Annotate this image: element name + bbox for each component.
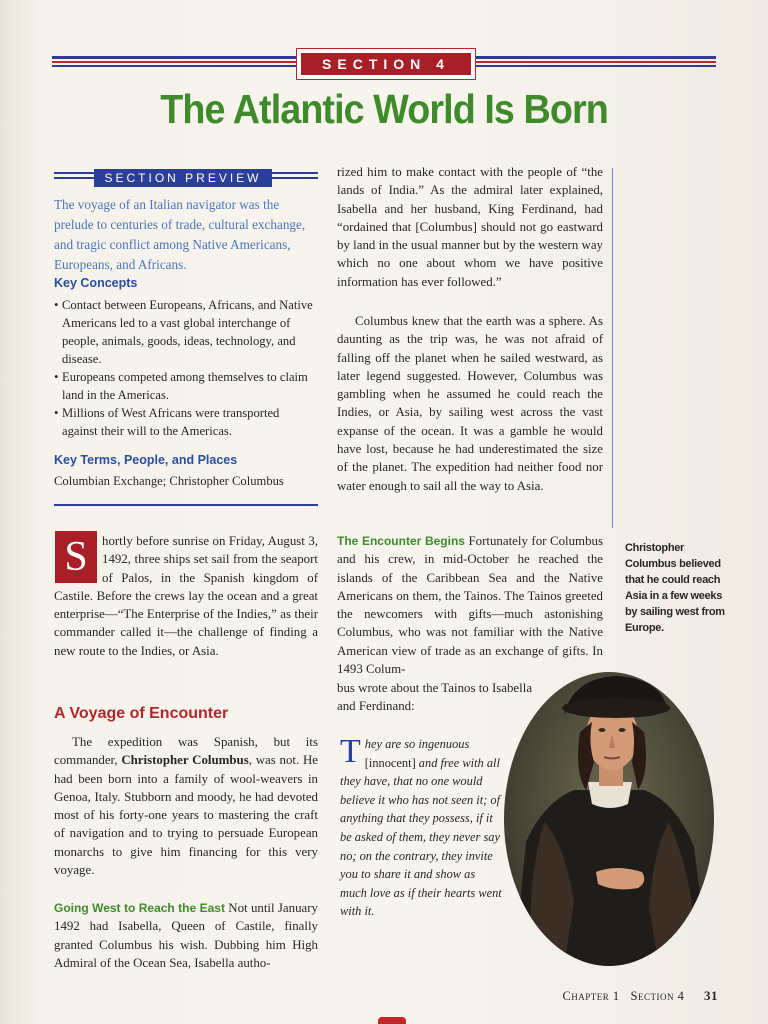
list-item: • Europeans competed among themselves to claim land in the Americas. xyxy=(54,368,316,404)
voyage-text-b: , was not. He had been born into a family of wool-weavers in Genoa, Italy. Stubborn and moody, he had devoted most of his forty-one years to mastering the craft of navigation and to trying to persuade European monarchs to give him financing for this very voyage. xyxy=(54,753,318,878)
voyage-text-a: The expedition was Spanish, but its commander, xyxy=(54,735,318,768)
footer-chapter: Chapter 1 xyxy=(562,989,620,1003)
preview-intro: The voyage of an Italian navigator was the prelude to centuries of trade, cultural exchange, and tragic conflict among Native Americans, Europeans, and Africans. xyxy=(54,197,306,272)
section-tag-label: SECTION 4 xyxy=(301,53,471,75)
page-title: The Atlantic World Is Born xyxy=(160,86,608,132)
quote-text-a: hey are so ingenuous xyxy=(364,737,470,751)
right-paragraph-2: Columbus knew that the earth was a sphere. As daunting as the trip was, he was not afraid of falling off the planet when he sailed westward, as later legend suggested. However, Columbus was gambling when he assumed he could reach the Indies, or Asia, by sailing west across the vast expanse of the ocean. It was a gamble he would have lost, because he had underestimated the size of the planet. The expedition had neither food nor water enough to sail all the way to Asia. xyxy=(337,314,603,493)
voyage-heading: A Voyage of Encounter xyxy=(54,705,229,722)
preview-end-rule xyxy=(54,504,318,506)
encounter-continuation: bus wrote about the Tainos to Isabella and Ferdinand: xyxy=(337,681,533,714)
key-terms-heading: Key Terms, People, and Places xyxy=(54,453,238,467)
columbus-name: Christopher Columbus xyxy=(121,753,249,768)
going-west-text: Not until January 1492 had Isabella, Queen of Castile, finally granted Columbus his wish. Dubbing him High Admiral of the Ocean Sea, Isabella autho- xyxy=(54,901,318,970)
bottom-tab-mark xyxy=(378,1017,406,1024)
opening-paragraph xyxy=(54,532,318,660)
encounter-paragraph xyxy=(337,532,603,678)
right-paragraph-1: rized him to make contact with the people of “the lands of India.” As the admiral later explained, Isabella and her husband, King Ferdinand, had “ordained that [Columbus] should not go eastward by land in the usual manner but by the western way which no one about whom we have positive information has ever followed.” xyxy=(337,165,603,289)
list-item: • Millions of West Africans were transported against their will to the Americas. xyxy=(54,404,316,440)
encounter-heading: The Encounter Begins xyxy=(337,534,465,548)
quote-drop-cap: T xyxy=(340,733,361,770)
drop-cap: S xyxy=(55,531,97,583)
columbus-portrait xyxy=(504,672,714,966)
taino-quote xyxy=(340,735,505,921)
going-west-paragraph xyxy=(54,899,318,972)
list-item: • Contact between Europeans, Africans, and Native Americans led to a vast global interchange of people, animals, goods, ideas, technology, and disease. xyxy=(54,296,316,368)
encounter-text: Fortunately for Columbus and his crew, in mid-October he reached the islands of the Caribbean Sea and the Native Americans on them, the Tainos. The Tainos greeted the newcomers with gifts—much astonishing Columbus, who was not familiar with the Native American view of trade as an exchange of gifts. In 1493 Colum- xyxy=(337,534,603,677)
portrait-illustration xyxy=(504,672,714,966)
portrait-caption: Christopher Columbus believed that he could reach Asia in a few weeks by sailing west from Europe. xyxy=(625,542,725,634)
page-footer xyxy=(562,988,718,1004)
page-number: 31 xyxy=(704,988,718,1003)
footer-section: Section 4 xyxy=(630,989,685,1003)
key-concepts-heading: Key Concepts xyxy=(54,276,138,290)
voyage-paragraph xyxy=(54,733,318,879)
quote-text-b: and free with all they have, that no one would believe it who has not seen it; of anything that they possess, if it be asked of them, they never say no; on the contrary, they invite you to share it and show as much love as if their hearts went with it. xyxy=(340,755,502,919)
opening-text: hortly before sunrise on Friday, August 3, 1492, three ships set sail from the seaport of Palos, in the Spanish kingdom of Castile. Before the crews lay the ocean and a great enterprise—“The Enterprise of the Indies,” as their commander called it—the challenge of finding a new route to the Indies, or Asia. xyxy=(54,534,318,658)
key-concepts-list xyxy=(54,296,316,440)
key-terms-text: Columbian Exchange; Christopher Columbus xyxy=(54,474,284,488)
quote-bracket: [innocent] xyxy=(364,755,416,770)
going-west-heading: Going West to Reach the East xyxy=(54,901,225,915)
section-preview-label: SECTION PREVIEW xyxy=(94,169,272,187)
section-tag xyxy=(296,48,476,80)
column-rule xyxy=(612,168,613,528)
